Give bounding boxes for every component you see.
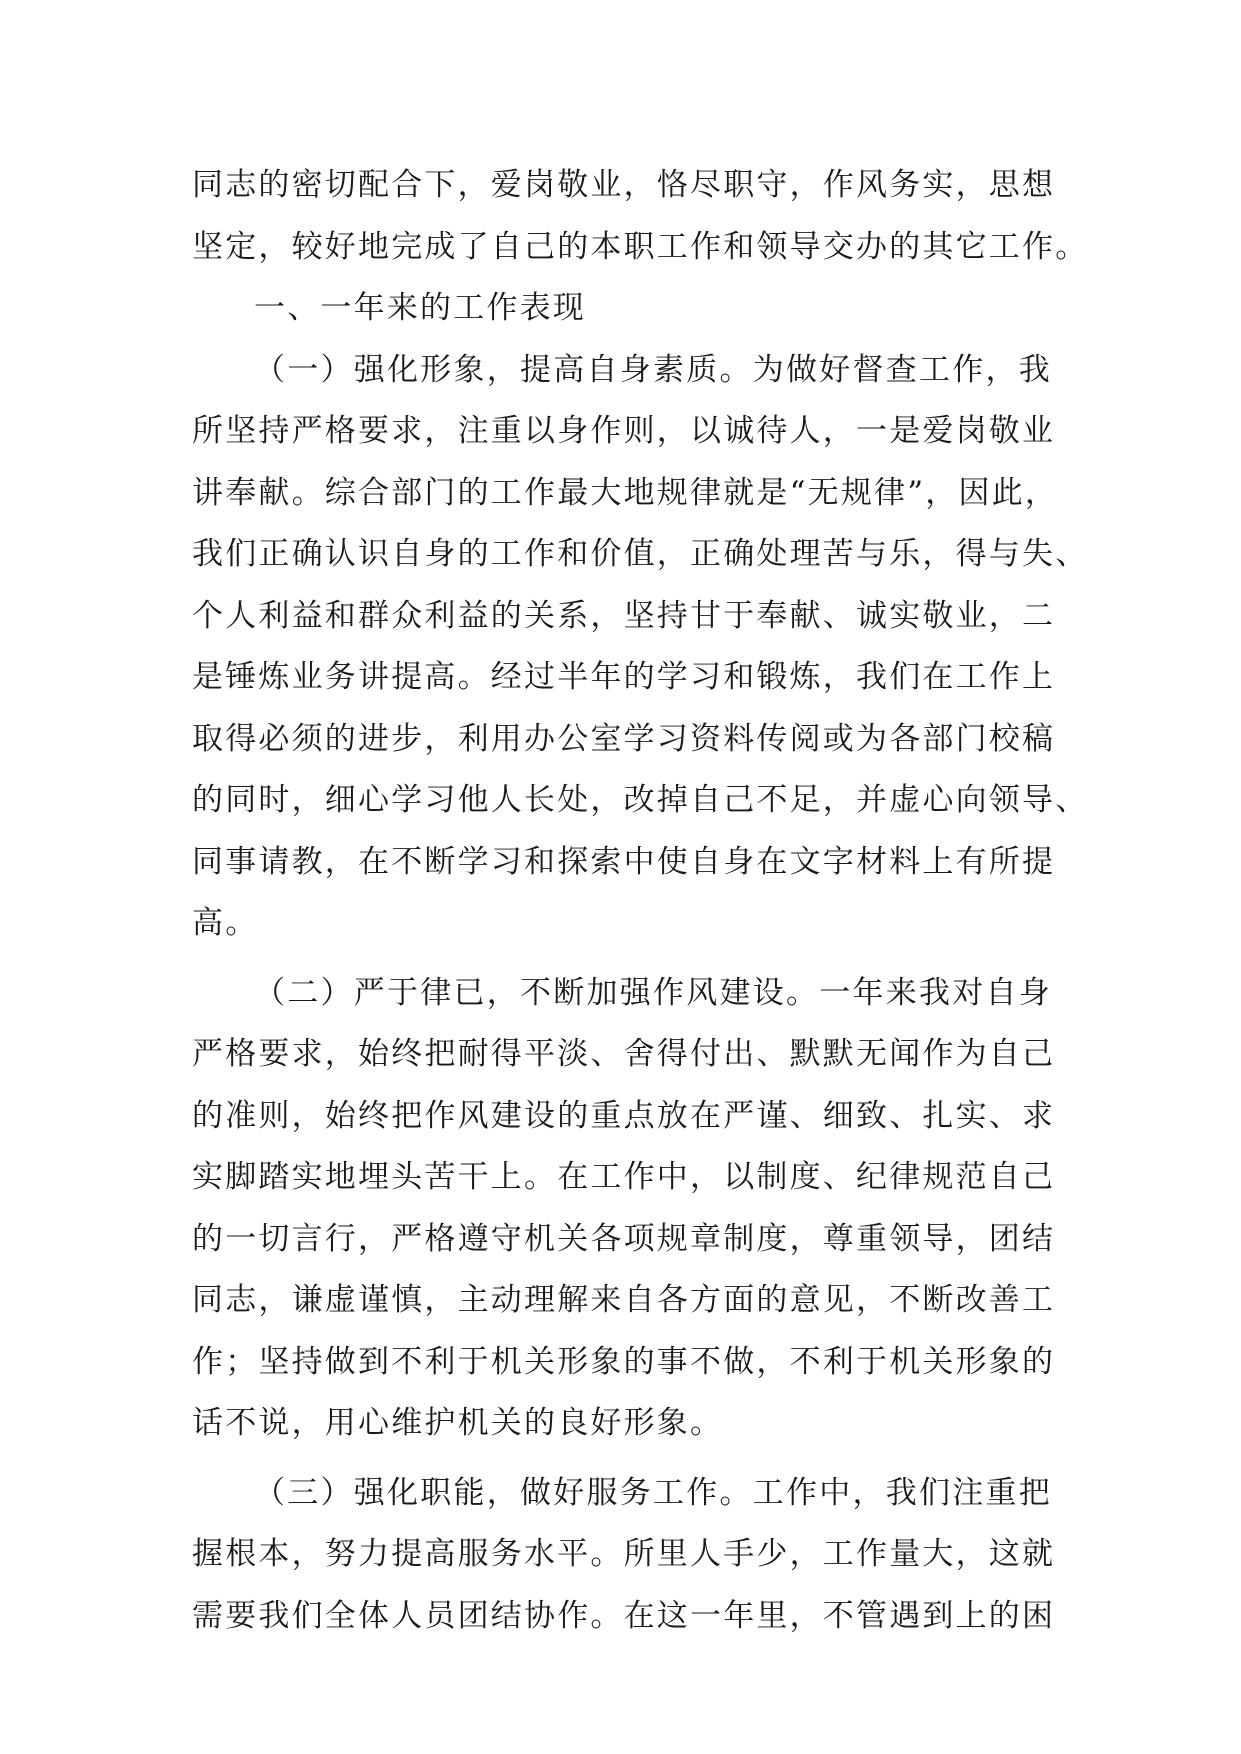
text-line: 需要我们全体人员团结协作。在这一年里，不管遇到上的困: [192, 1597, 1056, 1634]
text-line: 话不说，用心维护机关的良好形象。: [192, 1405, 724, 1441]
subsection-heading-line: （二）严于律已，不断加强作风建设。一年来我对自身: [254, 974, 1052, 1011]
text-line: 高。: [192, 905, 259, 941]
text-line: 讲奉献。综合部门的工作最大地规律就是“无规律”，因此，: [192, 474, 1059, 511]
text-line: 握根本，努力提高服务水平。所里人手少，工作量大，这就: [192, 1536, 1056, 1572]
text-line: 取得必须的进步，利用办公室学习资料传阅或为各部门校稿: [192, 720, 1056, 757]
text-line: 我们正确认识自身的工作和价值，正确处理苦与乐，得与失、: [192, 536, 1089, 572]
text-line: 的一切言行，严格遵守机关各项规章制度，尊重领导，团结: [192, 1220, 1056, 1257]
text-line: 同事请教，在不断学习和探索中使自身在文字材料上有所提: [192, 843, 1056, 880]
text-line: 是锤炼业务讲提高。经过半年的学习和锻炼，我们在工作上: [192, 659, 1056, 695]
text-line: 同志，谦虚谨慎，主动理解来自各方面的意见，不断改善工: [192, 1282, 1056, 1318]
text-line: 所坚持严格要求，注重以身作则，以诚待人，一是爱岗敬业: [192, 413, 1056, 449]
text-line: 坚定，较好地完成了自己的本职工作和领导交办的其它工作。: [192, 228, 1089, 265]
text-line: 的准则，始终把作风建设的重点放在严谨、细致、扎实、求: [192, 1097, 1056, 1134]
text-line: 的同时，细心学习他人长处，改掉自己不足，并虚心向领导、: [192, 782, 1089, 818]
paragraph-gap: [192, 1455, 1052, 1463]
text-line: 作；坚持做到不利于机关形象的事不做，不利于机关形象的: [192, 1343, 1056, 1380]
text-line: 严格要求，始终把耐得平淡、舍得付出、默默无闻作为自己: [192, 1036, 1056, 1072]
paragraph-gap: [192, 955, 1052, 963]
section-heading: 一、一年来的工作表现: [254, 290, 586, 326]
text-line: 个人利益和群众利益的关系，坚持甘于奉献、诚实敬业，二: [192, 597, 1056, 634]
document-body: [192, 155, 1089, 1647]
text-line: 实脚踏实地埋头苦干上。在工作中，以制度、纪律规范自己: [192, 1159, 1056, 1195]
subsection-heading-line: （三）强化职能，做好服务工作。工作中，我们注重把: [254, 1474, 1052, 1511]
subsection-heading-line: （一）强化形象，提高自身素质。为做好督查工作，我: [254, 351, 1052, 388]
text-line: 同志的密切配合下，爱岗敬业，恪尽职守，作风务实，思想: [192, 167, 1056, 203]
